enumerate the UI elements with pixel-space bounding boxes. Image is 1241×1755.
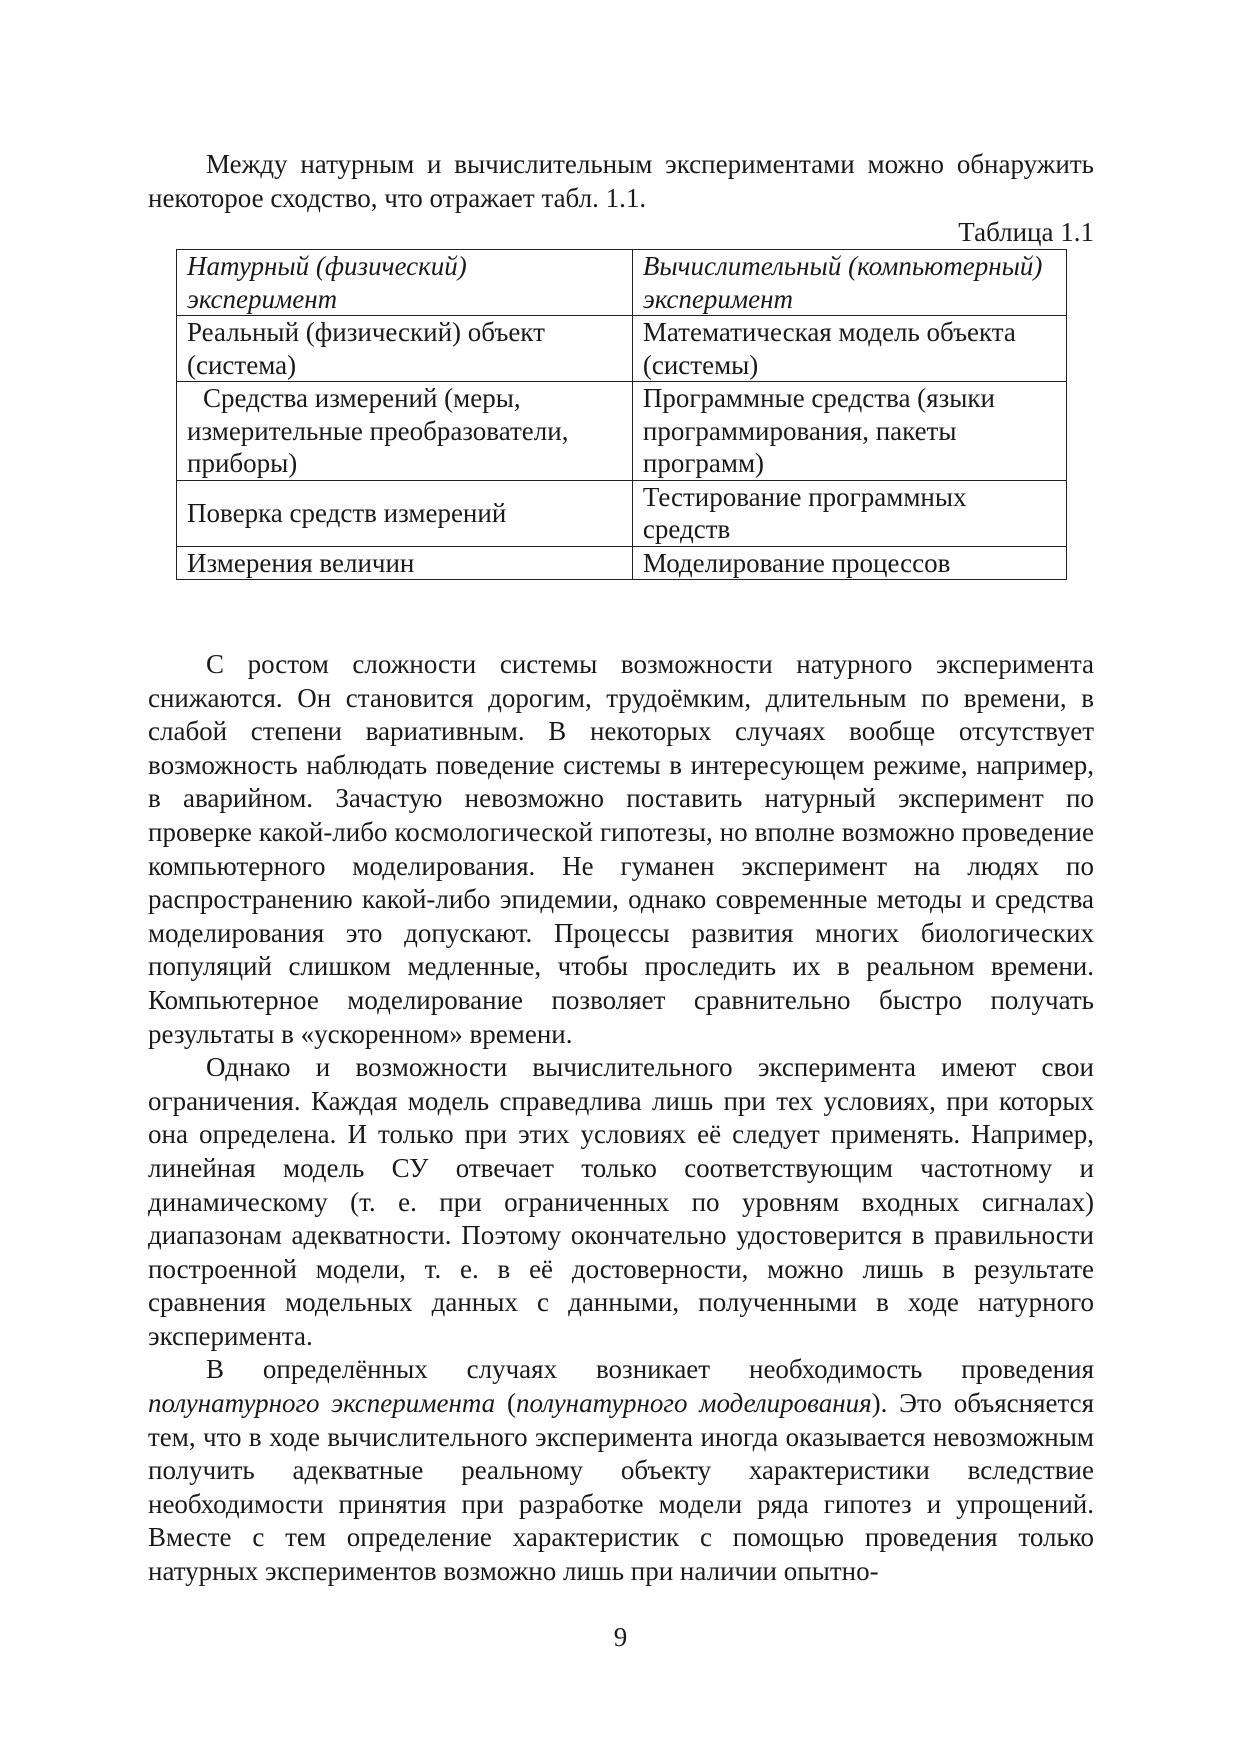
table-cell-left: Измерения величин [177,546,633,580]
table-header-row [177,250,1067,316]
table-cell-left: Реальный (физический) объект (система) [177,316,633,382]
table-cell-left: Средства измерений (меры, измерительные преобразователи, приборы) [177,382,633,481]
body-paragraph-1: С ростом сложности системы возможности натурного эксперимента снижаются. Он становится дорогим, трудоёмким, длительным по времени, в слабой степени вариативным. В некоторых случаях вообще отсутствует возможность наблюдать поведение системы в интересующем режиме, например, в аварийном. Зачастую невозможно поставить натурный эксперимент по проверке какой-либо космологической гипотезы, но вполне возможно проведение компьютерного моделирования. Не гуманен эксперимент на людях по распространению какой-либо эпидемии, однако современные методы и средства моделирования это допускают. Процессы развития многих биологических популяций слишком медленные, чтобы проследить их в реальном времени. Компьютерное моделирование позволяет сравнительно быстро получать результаты в «ускоренном» времени. [148,649,1094,1049]
header-cell-left: Натурный (физический) эксперимент [177,250,633,316]
table-row [177,316,1067,382]
table-cell-left: Поверка средств измерений [177,480,633,546]
table-caption: Таблица 1.1 [958,217,1094,247]
comparison-table [176,249,1067,580]
table-cell-right: Моделирование процессов [632,546,1066,580]
table-cell-right: Математическая модель объекта (системы) [632,316,1066,382]
emphasis-semi-natural-modeling: полунатурного моделирования [515,1388,872,1419]
main-text-block [148,648,1094,1589]
table-cell-right: Программные средства (языки программирования, пакеты программ) [632,382,1066,481]
paragraph-3-paren: ( [495,1388,516,1419]
intro-text-block [148,148,1094,215]
body-paragraph-3 [148,1353,1094,1588]
table-row [177,480,1067,546]
page-number: 9 [613,1622,628,1652]
table-row [177,546,1067,580]
paragraph-3-start: В определённых случаях возникает необходимость проведения [206,1354,1094,1385]
body-paragraph-2: Однако и возможности вычислительного эксперимента имеют свои ограничения. Каждая модель справедлива лишь при тех условиях, при которых она определена. И только при этих условиях её следует применять. Например, линейная модель СУ отвечает только соответствующим частотному и динамическому (т. е. при ограниченных по уровням входных сигналах) диапазонам адекватности. Поэтому окончательно удостоверится в правильности построенной модели, т. е. в её достоверности, можно лишь в результате сравнения модельных данных с данными, полученными в ходе натурного эксперимента. [148,1052,1094,1351]
header-cell-right: Вычислительный (компьютерный) эксперимент [632,250,1066,316]
paragraph-3-rest: ). Это объясняется тем, что в ходе вычислительного эксперимента иногда оказывается невозможным получить адекватные реальному объекту характеристики вследствие необходимости принятия при разработке модели ряда гипотез и упрощений. Вместе с тем определение характеристик с помощью проведения только натурных экспериментов возможно лишь при наличии опытно- [148,1388,1095,1587]
emphasis-semi-natural-experiment: полунатурного эксперимента [148,1388,496,1419]
table-cell-right: Тестирование программных средств [632,480,1066,546]
intro-paragraph: Между натурным и вычислительным экспериментами можно обнаружить некоторое сходство, что отражает табл. 1.1. [148,149,1094,213]
table-row [177,382,1067,481]
